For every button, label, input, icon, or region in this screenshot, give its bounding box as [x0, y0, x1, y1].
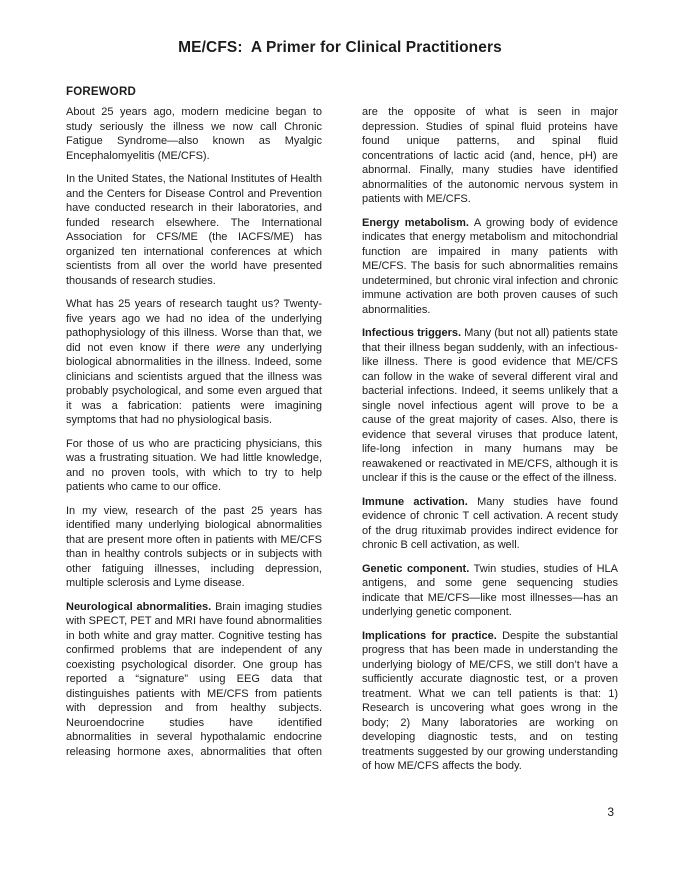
body-text: Twin studies, studies of HLA antigens, and some gene sequencing studies indicate that ME/CFS—like most illnesses—has an underlying genetic component. [362, 562, 618, 618]
body-text: In my view, research of the past 25 years has identified many underlying biological abnormalities that are present more often in patients with ME/CFS than in healthy controls subjects or in subjects with other fatiguing illnesses, including depression, multiple sclerosis and Lyme disease. [66, 504, 322, 589]
paragraph [362, 495, 618, 553]
paragraph [362, 216, 618, 318]
run-in-heading: Implications for practice. [362, 629, 497, 642]
paragraph [362, 629, 618, 774]
paragraph [362, 562, 618, 620]
body-text: Despite the substantial progress that has been made in understanding the underlying biology of ME/CFS, we still don’t have a sufficiently accurate diagnostic test, or a proven treatment. What we can tell patients is that: 1) Research is uncovering what goes wrong in the body; 2) Many laboratories are working on developing diagnostic tests, and on testing treatments suggested by our growing understanding of how ME/CFS affects the body. [362, 629, 618, 772]
paragraph [66, 504, 322, 591]
paragraph [66, 297, 322, 428]
body-text: For those of us who are practicing physicians, this was a frustrating situation. We had little knowledge, and no proven tools, with which to try to help patients who came to our office. [66, 437, 322, 493]
run-in-heading: Immune activation. [362, 495, 468, 508]
body-text: About 25 years ago, modern medicine began to study seriously the illness we now call Chronic Fatigue Syndrome—also known as Myalgic Encephalomyelitis (ME/CFS). [66, 106, 322, 162]
body-text: In the United States, the National Institutes of Health and the Centers for Disease Control and Prevention have conducted research in their laboratories, and funded research elsewhere. The International Association for CFS/ME (the IACFS/ME) has organized ten international conferences at which scientists from all over the world have presented thousands of research studies. [66, 173, 322, 287]
left-column [66, 105, 322, 783]
run-in-heading: Energy metabolism. [362, 216, 469, 229]
page-number: 3 [607, 805, 614, 819]
run-in-heading: Genetic component. [362, 562, 470, 575]
run-in-heading: Infectious triggers. [362, 327, 462, 339]
page-content [0, 85, 680, 783]
run-in-heading: Neurological abnormalities. [66, 600, 212, 613]
body-text: Many studies have found evidence of chronic T cell activation. A recent study of the drug rituximab provides indirect evidence for chronic B cell activation, as well. [362, 495, 618, 551]
paragraph [362, 326, 618, 486]
body-text: Many (but not all) patients state that their illness began suddenly, with an infectious-like illness. There is good evidence that ME/CFS can follow in the wake of several different viral and bacterial infections. Indeed, it seems unlikely that a single novel infectious agent will prove to be a cause of the great majority of cases. Also, there is evidence that several viruses that produce latent, life-long infection in many humans may be reawakened or reactivated in ME/CFS, although it is unclear if this is the cause or the effect of the illness. [362, 327, 618, 484]
paragraph [66, 600, 322, 760]
body-text: What has 25 years of research taught us? Twenty-five years ago we had no idea of the underlying pathophysiology of this illness. Worse than that, we did not even know if there [66, 298, 322, 354]
paragraph [66, 105, 322, 163]
two-column-layout [66, 105, 618, 783]
right-column [362, 105, 618, 783]
section-heading-foreword: FOREWORD [66, 86, 136, 98]
paragraph [362, 105, 618, 207]
paragraph [66, 172, 322, 288]
body-text: A growing body of evidence indicates that energy metabolism and mitochondrial function are impaired in many patients with ME/CFS. The basis for such abnormalities remains undetermined, but chronic viral infection and chronic immune activation are both proven causes of such abnormalities. [362, 216, 618, 316]
page-title: ME/CFS: A Primer for Clinical Practitioners [178, 39, 502, 56]
body-text: Brain imaging studies with SPECT, PET and MRI have found abnormalities in both white and gray matter. Cognitive testing has confirmed problems that are independent of any coexisting psychological disorder. One group has reported a “signature” using EEG data that distinguishes patients with ME/CFS from patients with depression and from healthy subjects. Neuroendocrine studies have identified abnormalities in several hypothalamic endocrine releasing hormone axes, abnormalities that often [66, 600, 322, 758]
italic-text: were [216, 341, 241, 354]
body-text: are the opposite of what is seen in major depression. Studies of spinal fluid proteins have found unique patterns, and spinal fluid concentrations of lactic acid (and, hence, pH) are abnormal. Finally, many studies have identified abnormalities of the autonomic nervous system in patients with ME/CFS. [362, 106, 618, 205]
body-text: any underlying biological abnormalities in the illness. Indeed, some clinicians and scientists argued that the illness was probably psychological, and some even argued that it was a fabrication: patients were imagining symptoms that had no physiological basis. [66, 341, 322, 426]
paragraph [66, 437, 322, 495]
